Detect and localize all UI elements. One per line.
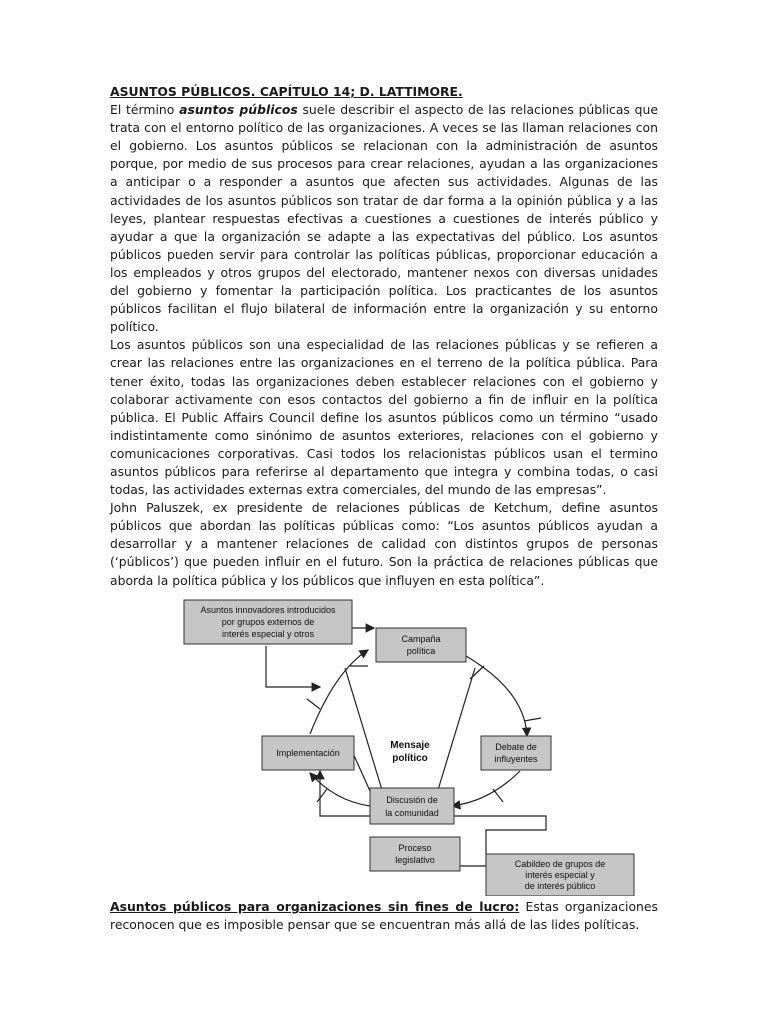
center-line-1: Mensaje — [390, 740, 430, 751]
lobby-line-1: Cabildeo de grupos de — [514, 859, 606, 869]
box-lobby — [486, 854, 634, 896]
legislative-line-2: legislativo — [395, 855, 435, 865]
box-legislative — [370, 837, 460, 871]
discussion-line-1: Discusión de — [386, 795, 438, 805]
nonprofit-section — [110, 898, 658, 934]
lobby-line-2: interés especial y — [525, 870, 595, 880]
lobby-line-3: de interés público — [524, 881, 596, 891]
inner-lines — [345, 666, 475, 791]
p1-rest: suele describir el aspecto de las relaciones públicas que trata con el entorno político de las organizaciones. A veces se las llaman relaciones con el gobierno. Los asuntos públicos se relacionan con la administración de asuntos porque, por medio de sus procesos para crear relaciones, ayudan a las organizaciones a anticipar o a responder a asuntos que afecten sus actividades. Algunas de las actividades de los asuntos públicos son tratar de dar forma a la opinión pública y a las leyes, plantear respuestas efectivas a cuestiones a cuestiones de interés público y ayudar a que la organización se adapte a las expectativas del público. Los asuntos públicos pueden servir para controlar las políticas públicas, proporcionar educación a los empleados y otros grupos del electorado, mantener nexos con diversas unidades del gobierno y fomentar la participación política. Los practicantes de los asuntos públicos facilitan el flujo bilateral de información entre la organización y su entorno político. — [110, 102, 658, 335]
debate-line-2: influyentes — [494, 754, 538, 764]
implementation-line-1: Implementación — [276, 748, 340, 758]
box-discussion — [370, 788, 454, 824]
arc-ticks — [307, 666, 541, 802]
p1-start: El término — [110, 102, 180, 118]
arc-debate-discussion — [452, 771, 520, 806]
campaign-line-1: Campaña — [401, 634, 441, 644]
main-text — [110, 83, 658, 590]
debate-line-1: Debate de — [495, 742, 537, 752]
arc-campaign-debate — [466, 656, 527, 736]
legislative-line-1: Proceso — [398, 843, 432, 853]
campaign-line-2: política — [406, 646, 436, 656]
arc-discussion-implementation — [310, 773, 370, 806]
external-line-1: Asuntos innovadores introducidos — [200, 605, 336, 615]
heading-text: ASUNTOS PÚBLICOS. CAPÍTULO 14; D. LATTIMORE. — [110, 84, 463, 99]
external-line-3: interés especial y otros — [221, 629, 315, 639]
section-title: Asuntos públicos para organizaciones sin fines de lucro: — [110, 899, 520, 914]
cycle-arcs — [310, 650, 527, 806]
paragraph-3: John Paluszek, ex presidente de relaciones públicas de Ketchum, define asuntos públicos que abordan las políticas públicas como: “Los asuntos públicos ayudan a desarrollar y a mantener relaciones de calidad con distintos grupos de personas (‘públicos’) que pueden influir en el futuro. Son la práctica de relaciones públicas que aborda la política pública y los públicos que influyen en esta política”. — [110, 500, 658, 588]
diagram-svg — [170, 596, 650, 896]
term-asuntos-publicos: asuntos públicos — [179, 102, 298, 118]
box-campaign — [376, 628, 466, 662]
public-affairs-diagram — [170, 596, 650, 896]
center-message — [390, 740, 430, 764]
discussion-line-2: la comunidad — [385, 808, 439, 818]
external-line-2: por grupos externos de — [221, 617, 315, 627]
box-external-issues — [184, 600, 352, 644]
section-text: Estas organizaciones reconocen que es imposible pensar que se encuentran más allá de las lides políticas. — [110, 899, 658, 933]
paragraph-1 — [110, 101, 658, 336]
document-heading — [110, 83, 658, 101]
box-debate — [481, 736, 551, 770]
center-line-2: político — [392, 753, 428, 764]
arc-implementation-campaign — [310, 650, 368, 734]
nonprofit-paragraph — [110, 898, 658, 934]
box-implementation — [262, 736, 354, 770]
paragraph-2: Los asuntos públicos son una especialidad de las relaciones públicas y se refieren a crear las relaciones entre las organizaciones en el terreno de la política pública. Para tener éxito, todas las organizaciones deben establecer relaciones con el gobierno y colaborar activamente con esos contactos del gobierno a fin de influir en la política pública. El Public Affairs Council define los asuntos públicos como un término “usado indistintamente como sinónimo de asuntos exteriores, relaciones con el gobierno y comunicaciones corporativas. Casi todos los relacionistas públicos usan el termino asuntos públicos para referirse al departamento que integra y combina todas, o casi todas, las actividades externas extra comerciales, del mundo de las empresas”. — [110, 337, 658, 498]
